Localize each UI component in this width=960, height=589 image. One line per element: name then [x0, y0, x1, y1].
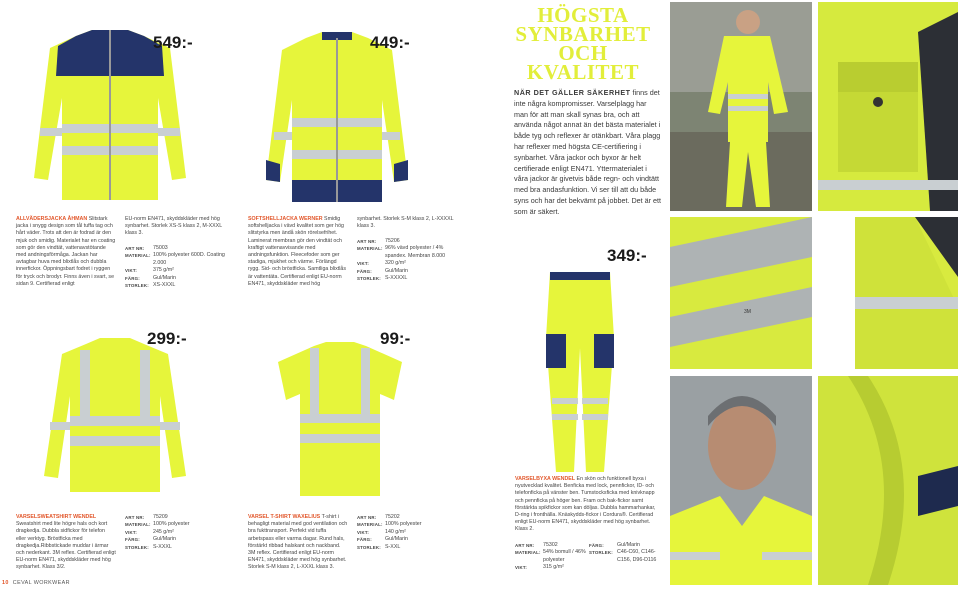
photo-pocket-detail	[818, 2, 958, 211]
tshirt-price: 99:-	[380, 329, 411, 348]
spec-value: 75302	[543, 542, 558, 548]
trousers-price: 349:-	[607, 246, 647, 265]
spec-value: 100% polyester	[153, 521, 190, 528]
spec-label: ART NR:	[125, 515, 145, 520]
spec-value: Gul/Marin	[153, 536, 176, 543]
softshell-description-cont: synbarhet. Storlek S-M klass 2, L-XXXXL klass 3.	[357, 216, 454, 230]
spec-row	[125, 521, 225, 528]
spec-value: 100% polyester 600D. Coating 2.000	[153, 252, 225, 266]
intro-text	[514, 88, 662, 218]
spec-label: STORLEK:	[125, 544, 149, 550]
spec-row	[357, 245, 457, 260]
headline-line-4: KVALITET	[526, 60, 640, 84]
product-tshirt-image	[270, 340, 410, 500]
trousers-specs-right	[589, 542, 659, 564]
spec-value: 75003	[153, 245, 168, 251]
photo-worker-standing	[670, 2, 812, 211]
spec-label: VIKT:	[125, 268, 137, 274]
spec-label: VIKT:	[515, 565, 527, 571]
jacket-price: 549:-	[153, 33, 193, 52]
tshirt-description	[248, 514, 348, 572]
spec-row	[125, 245, 225, 252]
tshirt-desc-text: T-shirt i behagligt material med god ventilation och bra fukttransport. Perfekt vid tuffa arbetspass eller varma dagar. Rund hals, förstärkt ribbad halskant och nackband. 3M reflex. Certifierad enligt EU-norm EN471, skyddskläder med hög synbarhet. Storlek S-M klass 2, L-XXXL klass 3.	[248, 514, 348, 571]
spec-label: VIKT:	[357, 529, 369, 535]
sweatshirt-title: VARSELSWEATSHIRT WENDEL	[16, 514, 97, 520]
spec-row	[589, 549, 659, 564]
spec-value: 75202	[385, 514, 400, 520]
spec-row	[357, 536, 457, 543]
spec-value: 315 g/m²	[543, 564, 564, 571]
spec-label: MATERIAL:	[125, 522, 151, 528]
spec-label: ART NR:	[357, 515, 377, 520]
spec-row	[515, 564, 587, 571]
trousers-specs-left	[515, 542, 587, 572]
tshirt-specs	[357, 514, 457, 551]
intro-body: finns det inte några kompromisser. Varselplagg har man för att man skall synas bra, och att använda något annat än det bästa materialet i både tyg och reflexer är otänkbart. Våra plagg har reflexer med högsta CE-certifiering i synbarhet. Våra jackor och byxor är helt certifierade enligt EN471. Yttermaterialet i våra jackor är givetvis både regn- och vindtätt med bra andasfunktion. Vi ser till att du både syns och har det bekvämt på jobbet. Det är ett som är säkert.	[514, 88, 662, 216]
page-footer	[2, 580, 70, 586]
spec-row	[357, 544, 457, 551]
trousers-title: VARSELBYXA WENDEL	[515, 476, 576, 482]
brand-name: CEVAL WORKWEAR	[12, 580, 70, 586]
photo-fabric-detail	[818, 376, 958, 585]
spec-label: MATERIAL:	[125, 253, 151, 259]
spec-value: Gul/Marin	[153, 274, 176, 281]
product-jacket-image	[30, 28, 190, 206]
spec-label: FÄRG:	[125, 537, 140, 543]
softshell-desc-text: Smidig softshelljacka i vävd kvalitet som ger hög slitstyrka men ändå skön rörelsefrihet. Laminerat membran gör den vindtät och kraftigt vattenavvisande med andningsfunktion. Fleecefoder som ger stadiga, mjukhet och värme. Förlängd rygg. Sid- och bröstficka. Samtliga blixtlås är vattentäta. Certifierad enligt EU-norm EN471, skyddskläder med hög	[248, 216, 347, 287]
spec-value: Gul/Marin	[617, 542, 640, 548]
jacket-desc-text: Slitstark jacka i snygg design som tål tuffa tag och hårt väder. Trots att den är fodrad är den mjuk och smidig. Materialet har en coating som gör den vindtät, vattenavstötande med andningsförmåga. Jackan har avtagbar huva med blixtlås och dubbla innerfickor. Öppningsbart fodret i ryggen för tryck och brodyr. Finns även i svart, se sidan 9. Certifierad enligt	[16, 216, 116, 287]
spec-row	[125, 536, 225, 543]
spec-row	[125, 544, 225, 551]
jacket-description	[16, 216, 116, 288]
spec-value: S-XXL	[385, 543, 401, 550]
headline	[510, 3, 656, 84]
spec-label: MATERIAL:	[357, 246, 383, 252]
spec-label: VIKT:	[125, 529, 137, 535]
spec-value: 54% bomull / 46% polyester	[543, 549, 586, 563]
jacket-description-cont: EU-norm EN471, skyddskläder med hög synbarhet. Storlek XS-S klass 2, M-XXXL klass 3.	[125, 216, 222, 237]
spec-label: MATERIAL:	[357, 522, 383, 528]
sweatshirt-specs	[125, 514, 225, 551]
spec-label: ART NR:	[125, 246, 145, 251]
jacket-specs	[125, 245, 225, 289]
spec-value: C46-C60, C146-C156, D96-D116	[617, 549, 657, 563]
spec-label: MATERIAL:	[515, 550, 541, 556]
spec-value: S-XXXXL	[385, 275, 408, 282]
spec-label: FÄRG:	[589, 543, 604, 548]
spec-row	[125, 282, 225, 289]
softshell-description	[248, 216, 348, 288]
sweatshirt-price: 299:-	[147, 329, 187, 348]
softshell-specs	[357, 238, 457, 282]
spec-row	[125, 514, 225, 521]
spec-value: 75209	[153, 514, 168, 520]
softshell-price: 449:-	[370, 33, 410, 52]
spec-label: FÄRG:	[357, 537, 372, 543]
spec-value: 375 g/m²	[153, 267, 174, 274]
sweatshirt-description	[16, 514, 116, 572]
headline-line-3: OCH	[558, 41, 608, 65]
spec-label: ART NR:	[515, 543, 535, 548]
jacket-title: ALLVÄDERSJACKA ÅHMAN	[16, 216, 88, 222]
photo-reflex-closeup	[670, 217, 812, 369]
spec-row	[357, 238, 457, 245]
spec-label: STORLEK:	[357, 276, 381, 282]
trousers-desc-text: En skön och funktionell byxa i nyutvecklad kvalitet. Benficka med lock, pennfickor, ID- och telefonficka på vänster ben. Tumstocksficka med knivknapp och pennficka på höger ben. Fram och bak-fickor samt förstärkta spikfickor som kan döljas. Dubbla hammarhankar, D-ring i fronthälla. Knäskydds-fickor i Cordura®. Certifierad enligt EU-norm EN471, skyddskläder med hög synbarhet. Klass 2.	[515, 476, 656, 533]
product-trousers-image	[530, 268, 630, 478]
spec-row	[357, 260, 457, 267]
tshirt-title: VARSEL T-SHIRT WAXELIUS	[248, 514, 321, 520]
headline-line-2: SYNBARHET	[515, 22, 651, 46]
spec-value: Gul/Marin	[385, 536, 408, 543]
spec-label: STORLEK:	[589, 550, 613, 556]
spec-row	[125, 529, 225, 536]
spec-value: 245 g/m²	[153, 528, 174, 535]
spec-row	[357, 275, 457, 282]
spec-value: Gul/Marin	[385, 267, 408, 274]
product-sweatshirt-image	[40, 336, 190, 496]
spec-row	[125, 252, 225, 267]
spec-label: ART NR:	[357, 239, 377, 244]
spec-value: XS-XXXL	[153, 282, 176, 289]
spec-row	[357, 529, 457, 536]
spec-value: 140 g/m²	[385, 528, 406, 535]
spec-value: 100% polyester	[385, 521, 422, 528]
spec-label: FÄRG:	[125, 275, 140, 281]
spec-label: VIKT:	[357, 261, 369, 267]
page-number: 10	[2, 580, 9, 586]
spec-row	[357, 268, 457, 275]
spec-value: 75206	[385, 238, 400, 244]
svg-text:3M: 3M	[744, 309, 751, 315]
photo-sleeve-detail	[855, 217, 958, 369]
spec-row	[125, 275, 225, 282]
intro-lead: NÄR DET GÄLLER SÄKERHET	[514, 88, 631, 97]
spec-row	[515, 549, 587, 564]
softshell-title: SOFTSHELLJACKA WERNER	[248, 216, 323, 222]
spec-value: 320 g/m²	[385, 260, 406, 267]
spec-row	[589, 542, 659, 549]
sweatshirt-desc-text: Sweatshirt med lite högre hals och kort dragkedja. Dubbla sidfickor för telefon eller verktyg. Bröstficka med dragkedja.Ribbstickade muddar i ärmar och nederkant. 3M reflex. Certifierad enligt EU-norm EN471, skyddskläder med hög synbarhet. Klass 3/2.	[16, 521, 116, 571]
spec-label: STORLEK:	[357, 544, 381, 550]
spec-row	[357, 514, 457, 521]
headline-line-1: HÖGSTA	[537, 3, 629, 27]
spec-value: S-XXXL	[153, 543, 172, 550]
spec-label: FÄRG:	[357, 268, 372, 274]
spec-row	[515, 542, 587, 549]
spec-row	[125, 267, 225, 274]
spec-row	[357, 521, 457, 528]
product-softshell-image	[262, 30, 412, 206]
spec-value: 96% vävd polyester / 4% spandex. Membran 8.000	[385, 245, 446, 259]
spec-label: STORLEK:	[125, 283, 149, 289]
photo-worker-portrait	[670, 376, 812, 585]
trousers-description	[515, 476, 657, 534]
